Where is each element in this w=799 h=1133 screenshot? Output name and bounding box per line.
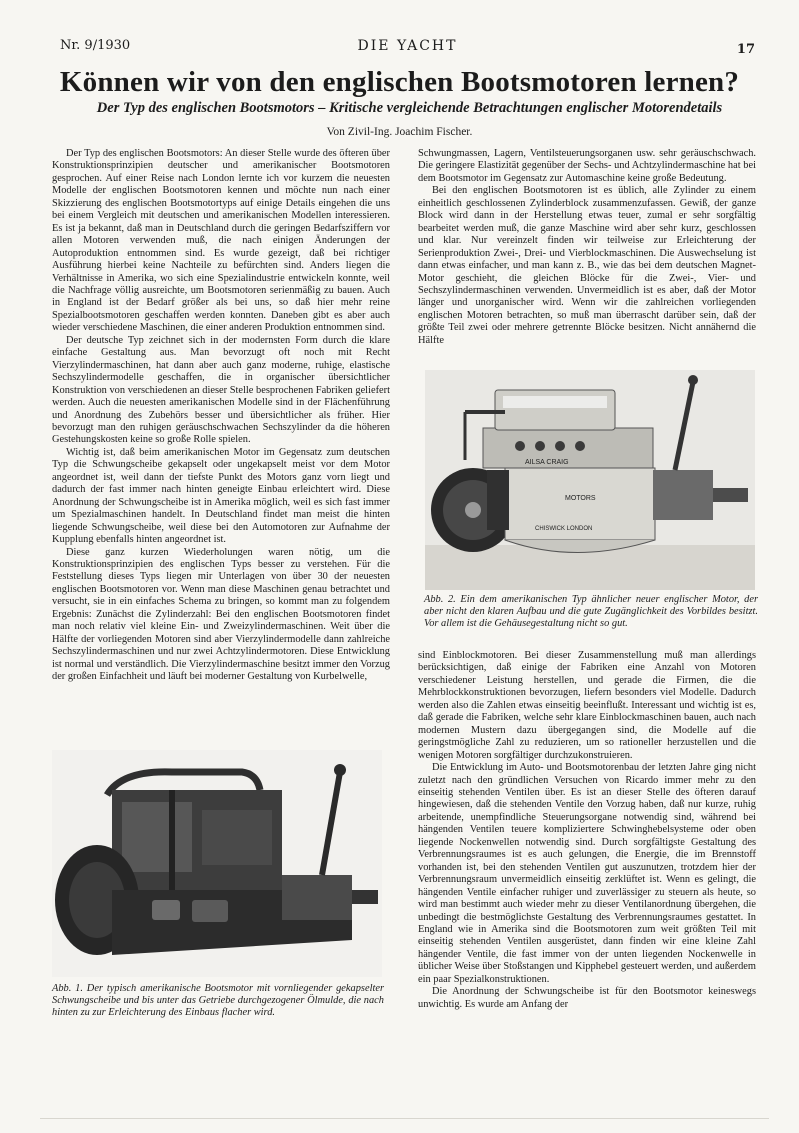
english-engine-illustration bbox=[425, 370, 755, 590]
engine-maker-plate: AILSA CRAIG bbox=[525, 459, 569, 466]
issue-number: Nr. 9/1930 bbox=[60, 38, 131, 53]
paragraph: sind Einblockmotoren. Bei dieser Zusammenstellung muß man allerdings berücksichtigen, daß einige der Fabriken eine Anzahl von Motoren verschiedener Leistung herstellen, und gerade die Firmen, die die Mehrblockkonstruktionen bevorzugen, liefern besonders viel Modelle. Dadurch werden also die Zahlen etwas einseitig beeinflußt. Interessant und wichtig ist es, daß gerade die Fabriken, welche sehr klare Einblockmaschinen bauen, auch nach modernen Mustern dazu übergegangen sind, die Modelle auf die geringstmögliche Zahl zu reduzieren, um so rationeller herzustellen und die wenigen Motoren sorgfältiger durchzukonstruieren. bbox=[418, 650, 756, 761]
figure-2-caption: Abb. 2. Ein dem amerikanischen Typ ähnlicher neuer englischer Motor, der aber nicht den klaren Aufbau und die gute Zugänglichkeit des Vorbildes besitzt. Vor allem ist die Gehäusegestaltung nicht so gut. bbox=[424, 594, 758, 629]
paragraph: Der Typ des englischen Bootsmotors: An dieser Stelle wurde des öfteren über Konstruktionsprinzipien deutscher und amerikanischer Bootsmotoren gesprochen. Auf einer Reise nach London lernte ich vor kurzem die neuesten Modelle der englischen Bootsmotoren kennen und möchte nun nach einer Skizzierung des englischen Bootsmotortyps auf einige Details eingehen die uns bei einem Vergleich mit deutschen und amerikanischen Modellen interessieren. Es ist ja bekannt, daß man in Deutschland durch die geringen Bedarfsziffern vor allen Motoren verwenden muß, die nach einigen Änderungen der Autoproduktion entnommen sind. Es wurde gezeigt, daß bei richtiger Ausführung hierbei keine Nachteile zu befürchten sind. Anders liegen die Verhältnisse in Amerika, wo sich eine Spezialindustrie entwickeln konnte, weil die Nachfrage völlig ausreichte, um Bootsmotoren serienmäßig zu bauen. Auch in England ist der Bedarf größer als bei uns, so daß hier mehr reine Spezialbootsmotoren geschaffen werden konnten. Daneben gibt es aber auch wieder verschiedene Maschinen, die einer anderen Produktion entnommen sind. bbox=[52, 148, 390, 334]
figure-1-engine-photo bbox=[52, 750, 382, 977]
article-byline: Von Zivil-Ing. Joachim Fischer. bbox=[326, 126, 473, 138]
american-engine-illustration bbox=[52, 750, 382, 977]
paragraph: Die Entwicklung im Auto- und Bootsmotorenbau der letzten Jahre ging nicht zuletzt nach den gründlichen Versuchen von Ricardo immer mehr zu den einseitig stehenden Ventilen über. Es ist an dieser Stelle des öfteren darauf hingewiesen, daß die stehenden Ventile den Vorzug haben, daß nur kurze, ruhig arbeitende, unempfindliche Steuerungsorgane notwendig sind, während bei hängenden Ventilen teuere kompliziertere Schwinghebelsysteme oder oben liegende Nockenwellen notwendig sind. Durch sorgfältigste Gestaltung des Verbrennungsraumes ist es auch gelungen, die Energie, die im Brennstoff vorhanden ist, bei den stehenden Ventilen gut auszunutzen, trotzdem hier der Verbrennungsraum unvermeidlich einseitig zerklüftet ist. Wenn es gelingt, die hängenden Ventile einfacher ruhiger und zuverlässiger zu steuern als heute, so wird man bestimmt auch wieder mehr zu dieser Ventilanordnung übergehen, die unbedingt die bestmöglichste Gestaltung des Verbrennungsraumes gestattet. In England wie in Amerika sind die Bootsmotoren zum weit größten Teil mit einseitig stehenden Ventilen ausgerüstet, dann finden wir eine kleine Zahl hängender Ventile, die fast immer von der unten liegenden Nockenwelle in üblicher Weise über Stoßstangen und Kipphebel gesteuert werden, und außerdem ein paar Spezialkonstruktionen. bbox=[418, 762, 756, 985]
paragraph: Diese ganz kurzen Wiederholungen waren nötig, um die Konstruktionsprinzipien des englischen Typs besser zu verstehen. Für die Feststellung dieses Typs liegen mir Unterlagen von über 30 der neuesten englischen Bootsmotoren vor. Wenn man diese Maschinen genau betrachtet und versucht, sie in ein einfaches Schema zu bringen, so kommt man zu folgendem Ergebnis: Zunächst die Zylinderzahl: Bei den englischen Bootsmotoren findet man noch relativ viel kleine Ein- und Zweizylindermaschinen. Weit über die Hälfte der vorliegenden Motoren sind aber Vierzylindermodelle dann zahlreiche Sechszylindermaschinen und nur zwei Achtzylindermotoren. Diese Entwicklung ist normal und verständlich. Die Vierzylindermaschine besitzt immer den Vorzug der großen Einfachheit und läuft bei moderner Gestaltung von Kurbelwelle, bbox=[52, 546, 390, 683]
running-header bbox=[60, 38, 755, 56]
engine-plate-location: CHISWICK LONDON bbox=[535, 526, 593, 532]
engine-plate-motors: MOTORS bbox=[565, 495, 596, 502]
figure-1-caption: Abb. 1. Der typisch amerikanische Bootsmotor mit vornliegender gekapselter Schwungscheibe und bis unter das Getriebe durchgezogener Ölmulde, die nach hinten zu zur Erleichterung des Einbaus flacher wird. bbox=[52, 983, 384, 1018]
page-bottom-rule bbox=[40, 1118, 769, 1119]
paragraph: Die Anordnung der Schwungscheibe ist für den Bootsmotor keineswegs unwichtig. Es wurde am Anfang der bbox=[418, 986, 756, 1010]
paragraph: Bei den englischen Bootsmotoren ist es üblich, alle Zylinder zu einem einheitlich geschlossenen Zylinderblock zusammenzufassen. Gewiß, der ganze Block wird dann in der Herstellung etwas teuer, zumal er sehr sorgfältig bearbeitet werden muß, die ganze Maschine wird aber sehr kurz, geschlossen und klar. Nur vereinzelt finden wir teilweise zur Erleichterung der Serienproduktion Zwei-, Drei- und Vierblockmaschinen. Die Auswechselung ist dann etwas einfacher, und man kann z. B., wie das bei dem deutschen Magnet-Motor geschieht, die gleichen Blöcke für die Zwei-, Vier- und Sechszylindermaschinen verwenden. Unvermeidlich ist es aber, daß der Motor länger und unorganischer wird. Wenn wir die zahlreichen vorliegenden englischen Motoren betrachten, so muß man überrascht darüber sein, daß der größte Teil zwei oder mehrere getrennte Blöcke besitzen. Nicht annähernd die Hälfte bbox=[418, 185, 756, 346]
left-column bbox=[52, 148, 390, 739]
paragraph: Schwungmassen, Lagern, Ventilsteuerungsorganen usw. sehr geräuschschwach. Die geringere Elastizität gegenüber der Sechs- und Achtzylindermaschine hat bei dem Bootsmotor im Gegensatz zur Automaschine keine große Bedeutung. bbox=[418, 148, 756, 184]
article-title: Können wir von den englischen Bootsmotoren lernen? bbox=[59, 66, 740, 98]
magazine-name: DIE YACHT bbox=[357, 38, 458, 54]
paragraph: Der deutsche Typ zeichnet sich in der modernsten Form durch die klare einfache Gestaltung aus. Man bevorzugt oft noch mit Recht Vierzylindermaschinen, hat dann aber auch ganz moderne, ruhige, elastische Sechszylindermodelle geschaffen, die in organischer übersichtlicher Konstruktion von verschiedenen an dieser Stelle besprochenen Fabriken geliefert werden. Auch die neuesten amerikanischen Modelle sind in der Flächenführung und Anordnung des Zubehörs besser und übersichtlicher als früher. Hier bevorzugt man den ruhigen geräuschschwachen Sechszylinder da die höheren Gestehungskosten keine so große Rolle spielen. bbox=[52, 334, 390, 446]
page-number: 17 bbox=[736, 42, 755, 57]
figure-2-engine-photo bbox=[425, 370, 755, 590]
article-subtitle: Der Typ des englischen Bootsmotors – Kritische vergleichende Betrachtungen englischer Motorendetails bbox=[96, 100, 723, 116]
right-column-top bbox=[418, 148, 756, 370]
paragraph: Wichtig ist, daß beim amerikanischen Motor im Gegensatz zum deutschen Typ die Schwungscheibe gekapselt oder ungekapselt meist vor dem Motor angeordnet ist, weil dann der tiefste Punkt des Motors ganz vorn liegt und dadurch der fast immer nach hinten geneigte Einbau erleichtert wird. Diese Anordnung der Schwungscheibe ist in Amerika möglich, weil es sich fast immer um Spezialmaschinen handelt. In Deutschland findet man meist die hinten liegende Schwungscheibe, weil diese bei den Automotoren zur Aufnahme der Kupplung ebenfalls hinten angeordnet ist. bbox=[52, 446, 390, 546]
right-column-bottom bbox=[418, 650, 756, 1040]
